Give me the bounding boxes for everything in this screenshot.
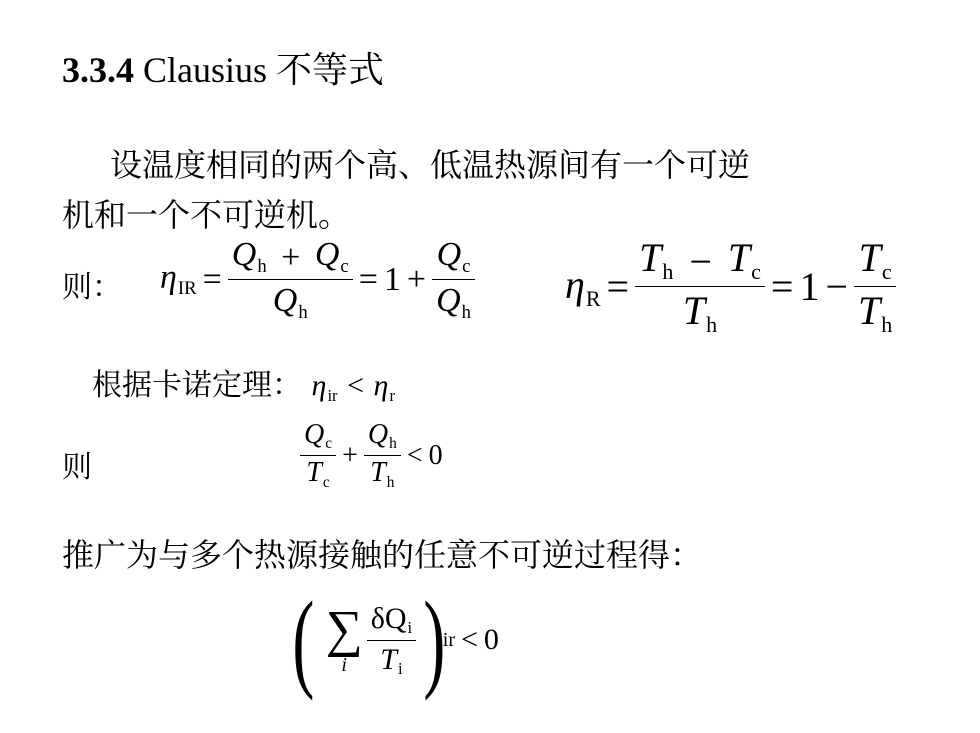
carnot-theorem-line <box>92 360 395 406</box>
eta-symbol: $\eta_{IR}$ <box>160 258 197 300</box>
fraction-qc-over-qh: $\frac{Q_c}{Q_h}$ <box>432 236 475 323</box>
less-than: < <box>460 623 478 656</box>
equation-eta-ir <box>160 236 475 323</box>
plus-sign: + <box>342 439 358 471</box>
fraction-qh-qc-over-qh: $\frac{Q_h + Q_c}{Q_h}$ <box>228 236 353 323</box>
fraction-th-tc-over-th: $\frac{T_h - T_c}{T_h}$ <box>635 236 765 337</box>
equals-sign-2: = <box>358 260 378 298</box>
equation-clausius-two-reservoirs <box>300 420 443 492</box>
left-paren: ( <box>292 579 315 701</box>
minus-sign: − <box>825 263 849 309</box>
eta-r: $\eta_r$ <box>373 369 395 405</box>
section-number: 3.3.4 <box>62 50 134 90</box>
zero: 0 <box>483 623 499 656</box>
section-title <box>62 42 384 93</box>
less-than: < <box>406 439 423 471</box>
less-than: < <box>347 369 364 402</box>
one: 1 <box>799 263 820 309</box>
equals-sign: = <box>202 260 222 298</box>
equation-eta-r <box>565 236 896 337</box>
carnot-label: 根据卡诺定理： <box>92 368 302 403</box>
zero: 0 <box>428 439 443 471</box>
intro-line-1: 设温度相同的两个高、低温热源间有一个可逆 <box>110 146 751 184</box>
fraction-dqi-over-ti: $\frac{\delta Q_i}{T_i}$ <box>367 602 416 679</box>
ir-subscript: ir <box>442 628 455 651</box>
eta-r-symbol: $\eta_R$ <box>565 262 601 311</box>
sigma-index: i <box>341 653 347 676</box>
fraction-qc-over-tc: $\frac{Q_c}{T_c}$ <box>300 420 336 492</box>
sigma-symbol: ∑ <box>325 600 363 658</box>
plus-sign: + <box>406 260 427 298</box>
section-title-text: Clausius 不等式 <box>143 50 385 90</box>
equals-sign-2: = <box>770 263 794 309</box>
equals-sign: = <box>606 263 630 309</box>
summation <box>325 600 363 677</box>
then-label-2: 则 <box>62 450 92 485</box>
intro-line-2: 机和一个不可逆机。 <box>62 196 351 234</box>
fraction-qh-over-th: $\frac{Q_h}{T_h}$ <box>364 420 401 492</box>
fraction-tc-over-th: $\frac{T_c}{T_h}$ <box>854 236 896 337</box>
then-label-1: 则： <box>62 270 122 305</box>
equation-clausius-general <box>285 579 499 701</box>
eta-ir: $\eta_{ir}$ <box>311 369 338 405</box>
one: 1 <box>383 260 401 298</box>
right-paren: ) <box>423 579 446 701</box>
generalization-text: 推广为与多个热源接触的任意不可逆过程得： <box>62 536 703 574</box>
